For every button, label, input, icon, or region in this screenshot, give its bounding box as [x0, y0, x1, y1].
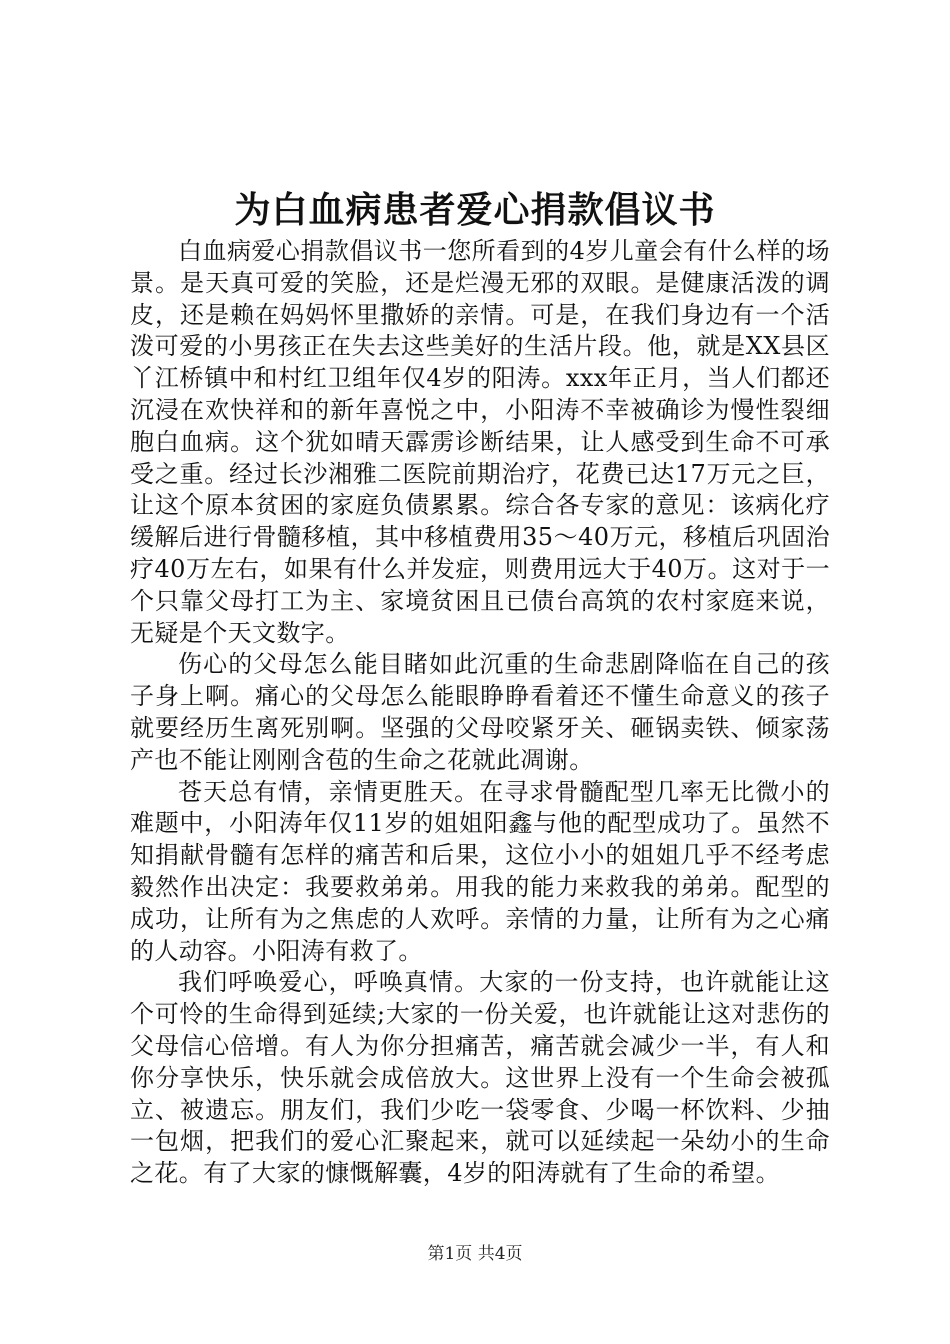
body-paragraph: 我们呼唤爱心，呼唤真情。大家的一份支持，也许就能让这个可怜的生命得到延续;大家的一份关爱，也许就能让这对悲伤的父母信心倍增。有人为你分担痛苦，痛苦就会减少一半，有人和你分享快乐，快乐就会成倍放大。这世界上没有一个生命会被孤立、被遗忘。朋友们，我们少吃一袋零食、少喝一杯饮料、少抽一包烟，把我们的爱心汇聚起来，就可以延续起一朵幼小的生命之花。有了大家的慷慨解囊，4岁的阳涛就有了生命的希望。	[130, 968, 830, 1188]
body-paragraph: 苍天总有情，亲情更胜天。在寻求骨髓配型几率无比微小的难题中，小阳涛年仅11岁的姐姐阳鑫与他的配型成功了。虽然不知捐献骨髓有怎样的痛苦和后果，这位小小的姐姐几乎不经考虑毅然作出决定：我要救弟弟。用我的能力来救我的弟弟。配型的成功，让所有为之焦虑的人欢呼。亲情的力量，让所有为之心痛的人动容。小阳涛有救了。	[130, 777, 830, 965]
document-body	[130, 236, 830, 1190]
body-paragraph: 伤心的父母怎么能目睹如此沉重的生命悲剧降临在自己的孩子身上啊。痛心的父母怎么能眼睁睁看着还不懂生命意义的孩子就要经历生离死别啊。坚强的父母咬紧牙关、砸锅卖铁、倾家荡产也不能让刚刚含苞的生命之花就此凋谢。	[130, 650, 830, 774]
document-title: 为白血病患者爱心捐款倡议书	[234, 189, 716, 231]
body-paragraph: 白血病爱心捐款倡议书一您所看到的4岁儿童会有什么样的场景。是天真可爱的笑脸，还是烂漫无邪的双眼。是健康活泼的调皮，还是赖在妈妈怀里撒娇的亲情。可是，在我们身边有一个活泼可爱的小男孩正在失去这些美好的生活片段。他，就是XX县区丫江桥镇中和村红卫组年仅4岁的阳涛。xxx年正月，当人们都还沉浸在欢快祥和的新年喜悦之中，小阳涛不幸被确诊为慢性裂细胞白血病。这个犹如晴天霹雳诊断结果，让人感受到生命不可承受之重。经过长沙湘雅二医院前期治疗，花费已达17万元之巨，让这个原本贫困的家庭负债累累。综合各专家的意见：该病化疗缓解后进行骨髓移植，其中移植费用35～40万元，移植后巩固治疗40万左右，如果有什么并发症，则费用远大于40万。这对于一个只靠父母打工为主、家境贫困且已债台高筑的农村家庭来说，无疑是个天文数字。	[130, 237, 830, 647]
page-footer: 第1页 共4页	[427, 1244, 523, 1264]
